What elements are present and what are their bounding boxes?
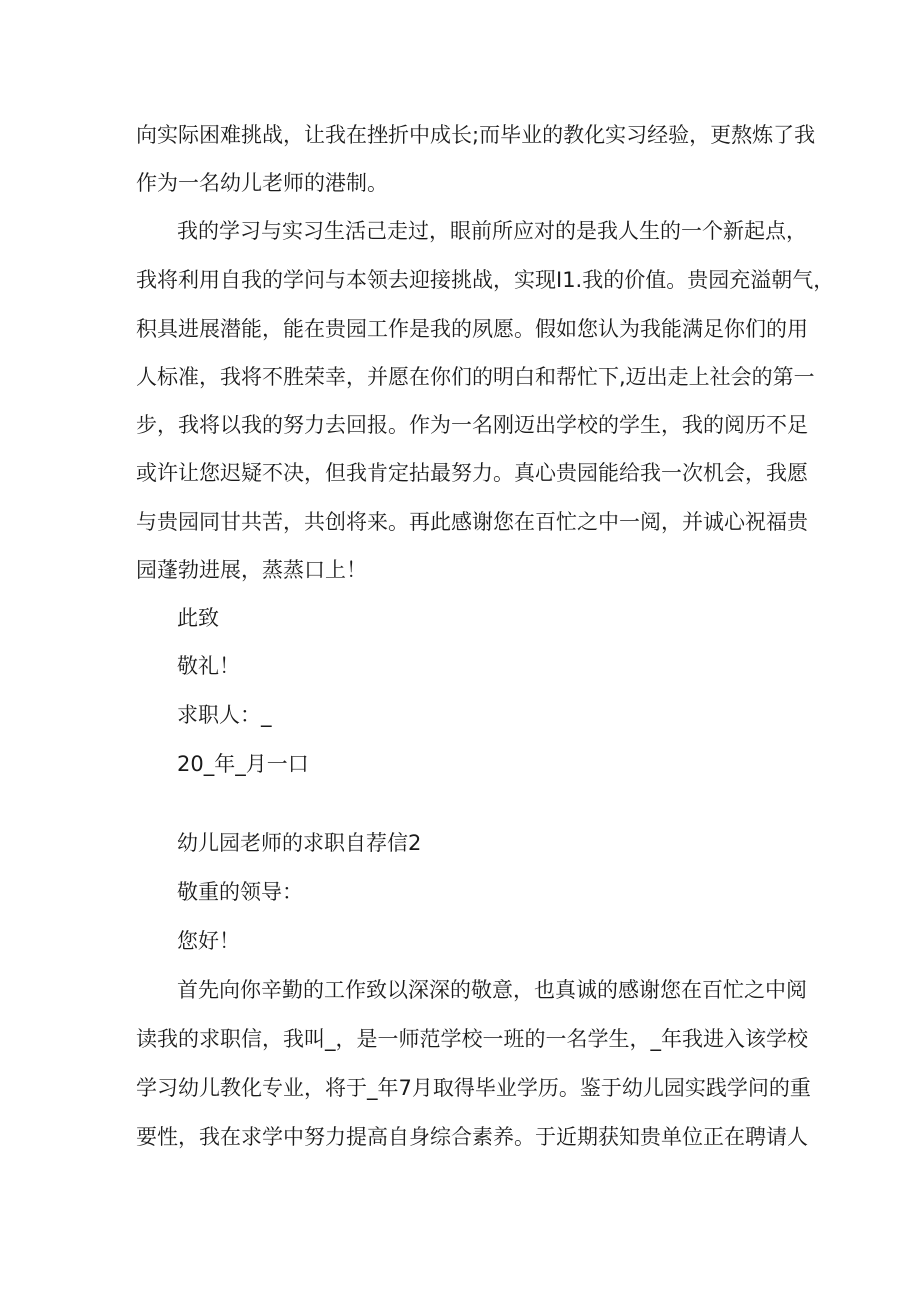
text-line: 要性，我在求学中努力提高自身综合素养。于近期获知贵单位正在聘请人 bbox=[136, 1125, 808, 1149]
greeting-line: 敬重的领导： bbox=[177, 880, 303, 904]
text-line: 学习幼儿教化专业，将于_年7月取得毕业学历。鉴于幼儿园实践学问的重 bbox=[136, 1076, 811, 1100]
salutation-text: 敬礼！ bbox=[177, 654, 240, 678]
text-line: 园蓬勃进展，蒸蒸口上！ bbox=[136, 558, 367, 582]
closing-text: 此致 bbox=[177, 606, 219, 630]
text-line: 向实际困难挑战，让我在挫折中成长;而毕业的教化实习经验，更熬炼了我 bbox=[136, 123, 816, 147]
text-line: 我将利用自我的学问与本领去迎接挑战，实现I1.我的价值。贵园充溢朝气， bbox=[136, 268, 835, 292]
text-line: 积具进展潜能，能在贵园工作是我的夙愿。假如您认为我能满足你们的用 bbox=[136, 317, 808, 341]
text-line: 人标准，我将不胜荣幸，并愿在你们的明白和帮忙下,迈出走上社会的第一 bbox=[136, 365, 815, 389]
date-line: 20_年_月一口 bbox=[177, 752, 309, 776]
text-line: 或许让您迟疑不决，但我肯定拈最努力。真心贵园能给我一次机会，我愿 bbox=[136, 461, 808, 485]
greeting-line: 您好！ bbox=[177, 929, 240, 953]
text-line: 首先向你辛勤的工作致以深深的敬意，也真诚的感谢您在百忙之中阅 bbox=[177, 978, 807, 1002]
text-line: 作为一名幼儿老师的港制。 bbox=[136, 171, 388, 195]
text-line: 与贵园同甘共苦，共创将来。再此感谢您在百忙之中一阅，并诚心祝福贵 bbox=[136, 510, 808, 534]
applicant-line: 求职人：_ bbox=[177, 703, 272, 727]
section-title: 幼儿园老师的求职自荐信2 bbox=[177, 831, 422, 855]
text-line: 步，我将以我的努力去回报。作为一名刚迈出学校的学生，我的阅历不足 bbox=[136, 413, 808, 437]
text-line: 读我的求职信，我叫_，是一师范学校一班的一名学生，_年我进入该学校 bbox=[136, 1027, 808, 1051]
text-line: 我的学习与实习生活己走过，眼前所应对的是我人生的一个新起点， bbox=[177, 219, 807, 243]
